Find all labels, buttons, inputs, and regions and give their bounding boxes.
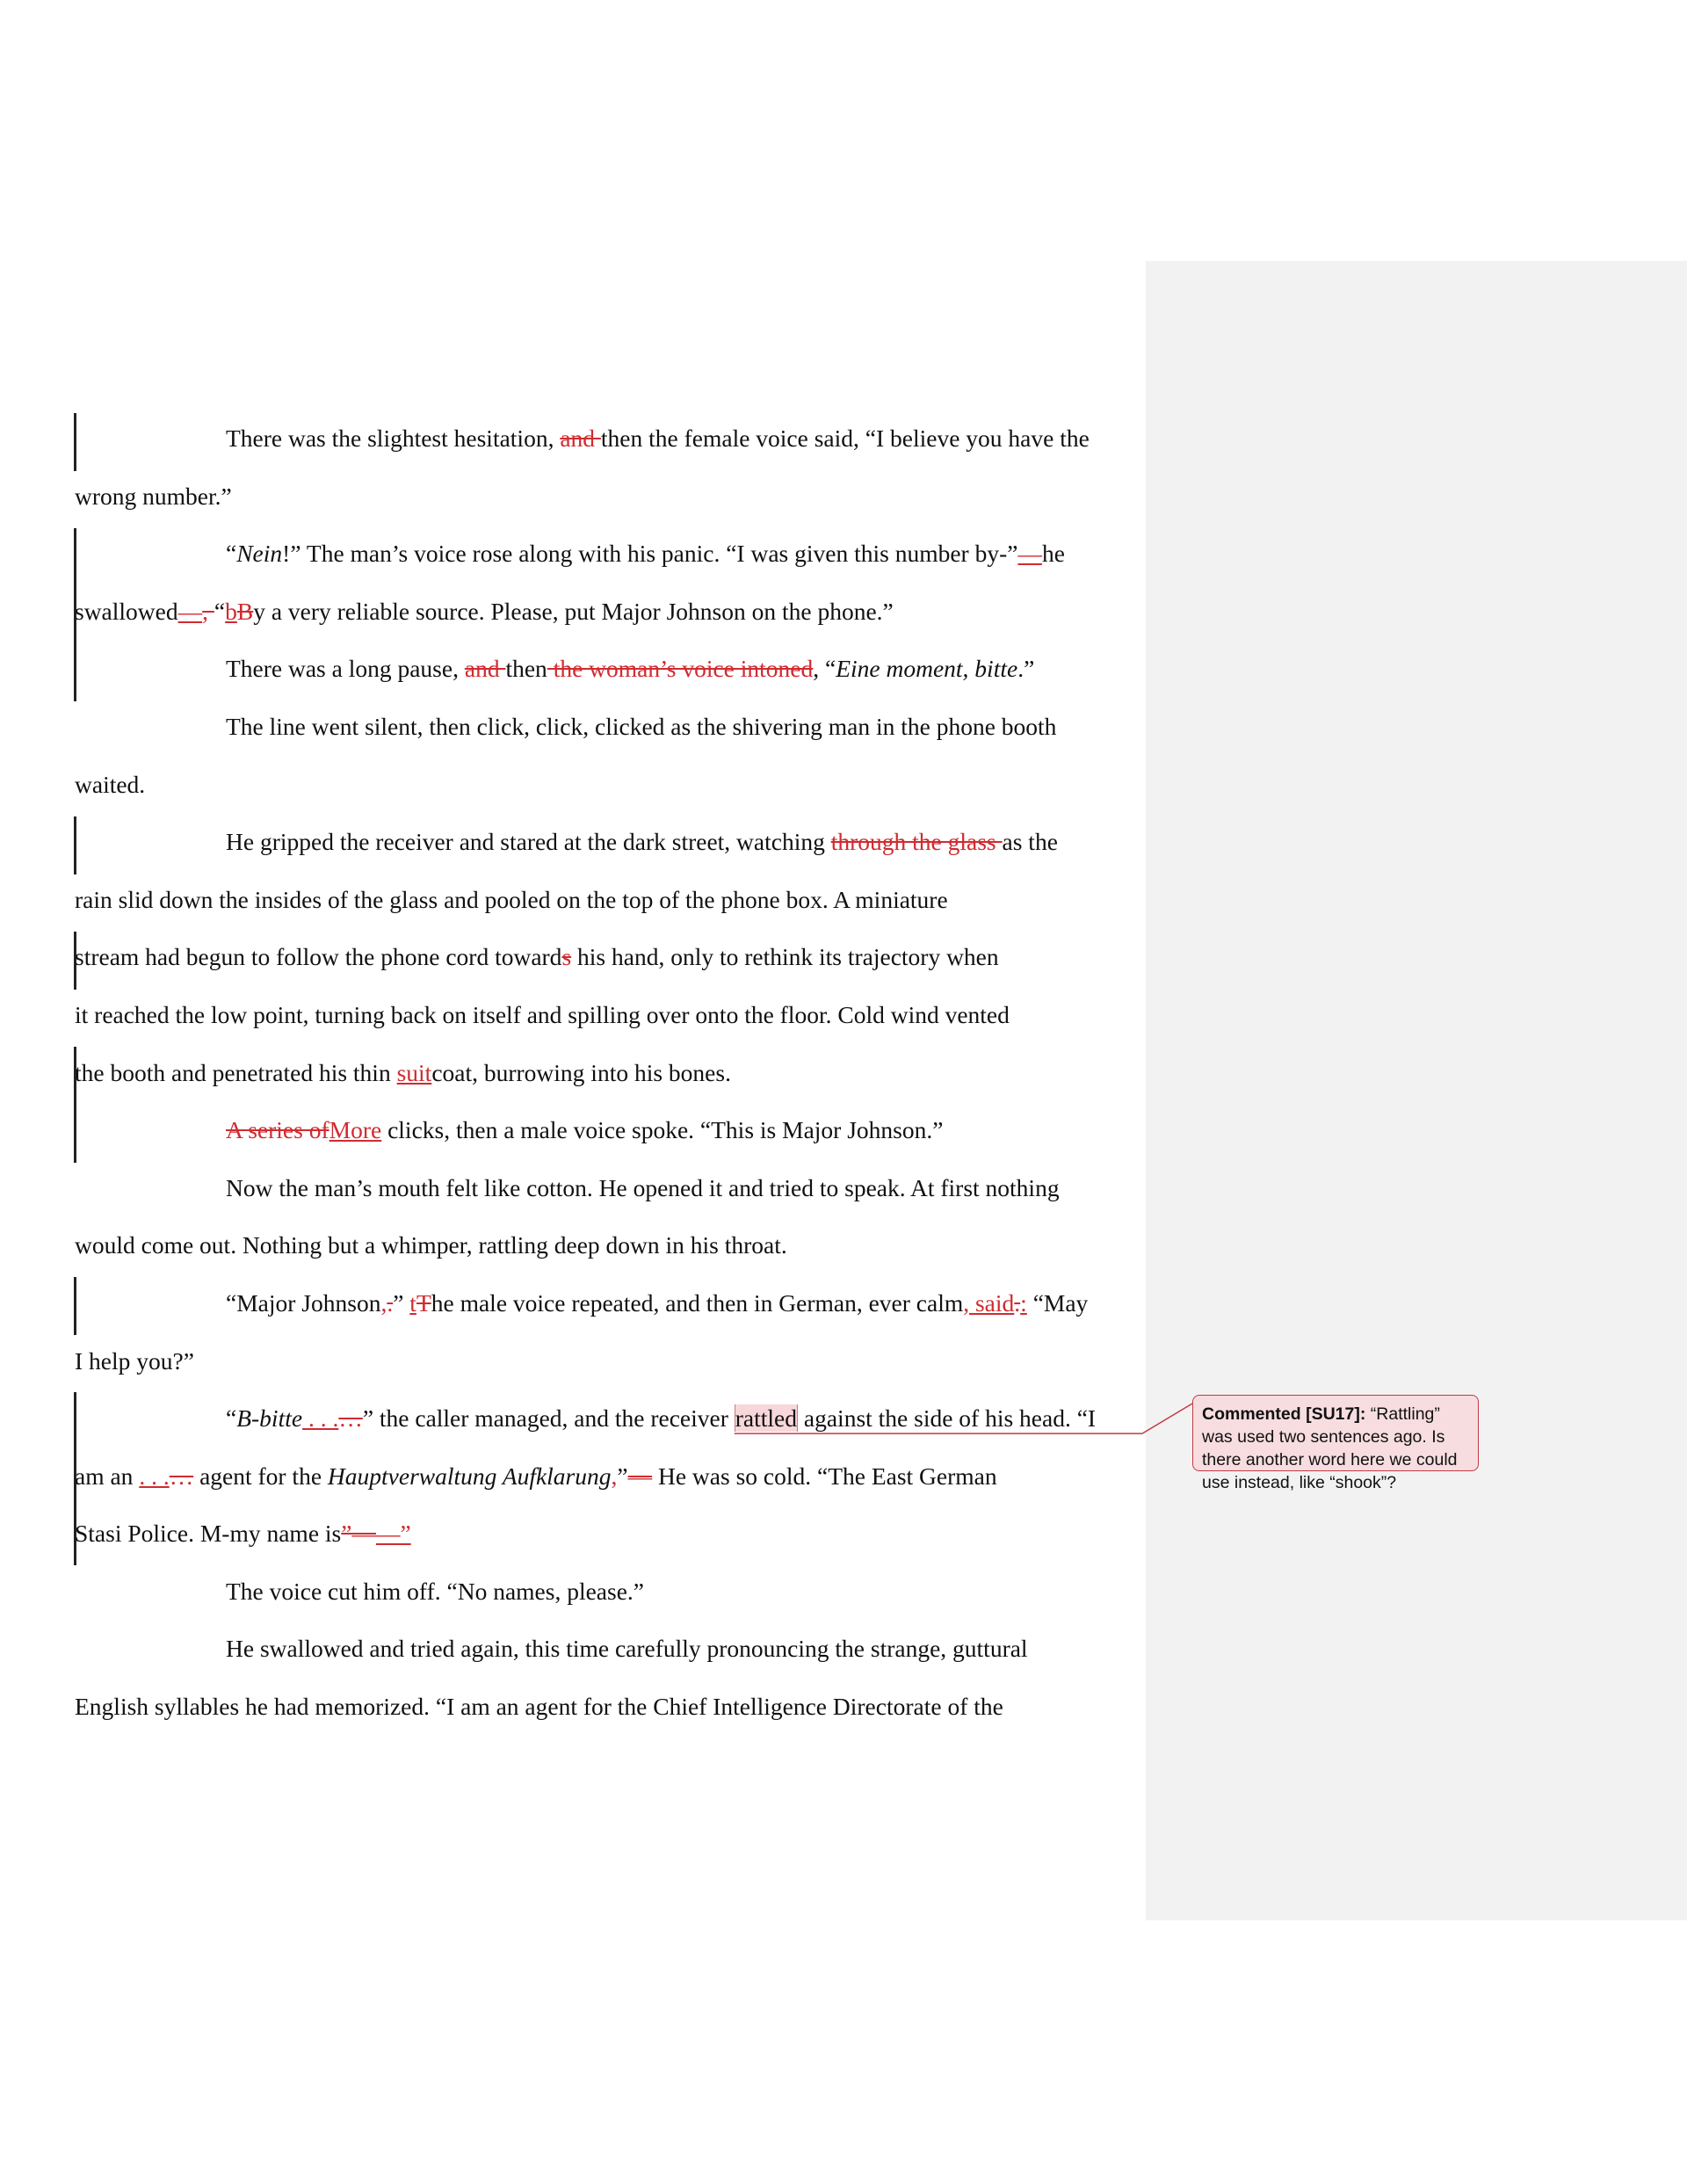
text: clicks, then a male voice spoke. “This is Major Johnson.” (381, 1116, 944, 1144)
text: he male voice repeated, and then in German, ever calm (431, 1288, 964, 1317)
insertion: — (1017, 540, 1042, 568)
text: “ (214, 597, 226, 625)
deletion: A series of (226, 1116, 329, 1144)
insertion: : (1020, 1288, 1027, 1317)
deletion: and (464, 655, 506, 683)
text: The voice cut him off. “No names, please.” (226, 1577, 644, 1605)
text: then the female voice said, “I believe you have the (600, 424, 1090, 452)
paragraph (150, 1563, 1126, 1621)
deletion: s (561, 943, 572, 971)
text: would come out. Nothing but a whimper, rattling deep down in his throat. (75, 1231, 787, 1259)
text: There was the slightest hesitation, (226, 424, 561, 452)
deletion: through the glass (830, 828, 1003, 856)
text: ” (393, 1288, 410, 1317)
text: rain slid down the insides of the glass and pooled on the top of the phone box. A miniature (75, 885, 948, 913)
text: “Major Johnson (226, 1288, 381, 1317)
text: He gripped the receiver and stared at the dark street, watching (226, 828, 831, 856)
italic-text: Eine moment, bitte (836, 655, 1018, 683)
insertion: b (225, 597, 237, 625)
paragraph (75, 698, 1126, 813)
text: agent for the (193, 1462, 328, 1490)
paragraph (75, 525, 1126, 640)
comment-pane (1146, 261, 1687, 1920)
text: “ (226, 540, 237, 568)
commented-text[interactable]: rattled (735, 1404, 798, 1433)
deletion: , (202, 597, 214, 625)
italic-text: Hauptverwaltung Aufklarung (327, 1462, 612, 1490)
text: wrong number.” (75, 482, 232, 510)
comment-balloon[interactable] (1192, 1395, 1479, 1492)
text: swallowed (75, 597, 178, 625)
text: .” (1017, 655, 1035, 683)
text: waited. (75, 770, 146, 798)
text: Stasi Police. M-my name is (75, 1520, 342, 1548)
manuscript-body (75, 410, 1126, 1736)
insertion: suit (396, 1058, 432, 1086)
text: I help you?” (75, 1346, 194, 1375)
comment-text: “Rattling” was used two sentences ago. Is there another word here we could use instead, like “shook”? (1202, 1404, 1458, 1492)
insertion: —” (375, 1520, 411, 1548)
deletion: — (627, 1462, 653, 1490)
change-bar (74, 413, 76, 471)
comment-author: Commented [SU17]: (1202, 1404, 1366, 1424)
deletion: and (560, 424, 601, 452)
text: as the (1002, 828, 1058, 856)
deletion: the woman’s voice intoned (547, 655, 814, 683)
text: He swallowed and tried again, this time carefully pronouncing the strange, guttural (226, 1635, 1028, 1663)
text: There was a long pause, (226, 655, 465, 683)
text: it reached the low point, turning back on itself and spilling over onto the floor. Cold wind vented (75, 1000, 1010, 1028)
change-bar (74, 1277, 76, 1335)
text: English syllables he had memorized. “I am an agent for the Chief Intelligence Directorate of the (75, 1693, 1003, 1721)
text: ” (617, 1462, 628, 1490)
italic-text: B-bitte (236, 1404, 303, 1433)
text: “ (226, 1404, 237, 1433)
deletion: B (236, 597, 254, 625)
insertion: , said (963, 1288, 1015, 1317)
deletion: T (416, 1288, 431, 1317)
italic-text: Nein (236, 540, 283, 568)
deletion: ”— (341, 1520, 376, 1548)
insertion: . . . (302, 1404, 339, 1433)
insertion: More (329, 1116, 382, 1144)
text: y a very reliable source. Please, put Major Johnson on the phone.” (253, 597, 894, 625)
deletion: … (169, 1462, 194, 1490)
text: the booth and penetrated his thin (75, 1058, 397, 1086)
text: ” the caller managed, and the receiver (362, 1404, 735, 1433)
change-bar (74, 816, 76, 874)
text: against the side of his head. “I (798, 1404, 1097, 1433)
text: then (505, 655, 547, 683)
paragraph (150, 1101, 1126, 1159)
text: am an (75, 1462, 140, 1490)
insertion: — (177, 597, 203, 625)
deletion: … (338, 1404, 363, 1433)
text: Now the man’s mouth felt like cotton. He opened it and tried to speak. At first nothing (226, 1173, 1060, 1201)
text: The line went silent, then click, click, clicked as the shivering man in the phone booth (226, 712, 1057, 740)
paragraph (75, 410, 1126, 525)
insertion: , (611, 1462, 618, 1490)
text: He was so cold. “The East German (652, 1462, 997, 1490)
text: coat, burrowing into his bones. (431, 1058, 731, 1086)
paragraph (75, 1620, 1126, 1735)
paragraph (150, 640, 1126, 698)
deletion: . (387, 1288, 394, 1317)
paragraph (75, 813, 1126, 1101)
text: !” The man’s voice rose along with his panic. “I was given this number by-” (282, 540, 1018, 568)
text: he (1041, 540, 1065, 568)
paragraph (75, 1159, 1126, 1274)
deletion: . (1014, 1288, 1021, 1317)
insertion: . . . (139, 1462, 170, 1490)
paragraph (75, 1274, 1126, 1389)
insertion: t (409, 1288, 416, 1317)
insertion: , (380, 1288, 387, 1317)
text: his hand, only to rethink its trajectory when (571, 943, 999, 971)
text: stream had begun to follow the phone cord toward (75, 943, 562, 971)
paragraph (75, 1389, 1126, 1563)
text: “May (1026, 1288, 1089, 1317)
text: , “ (813, 655, 836, 683)
